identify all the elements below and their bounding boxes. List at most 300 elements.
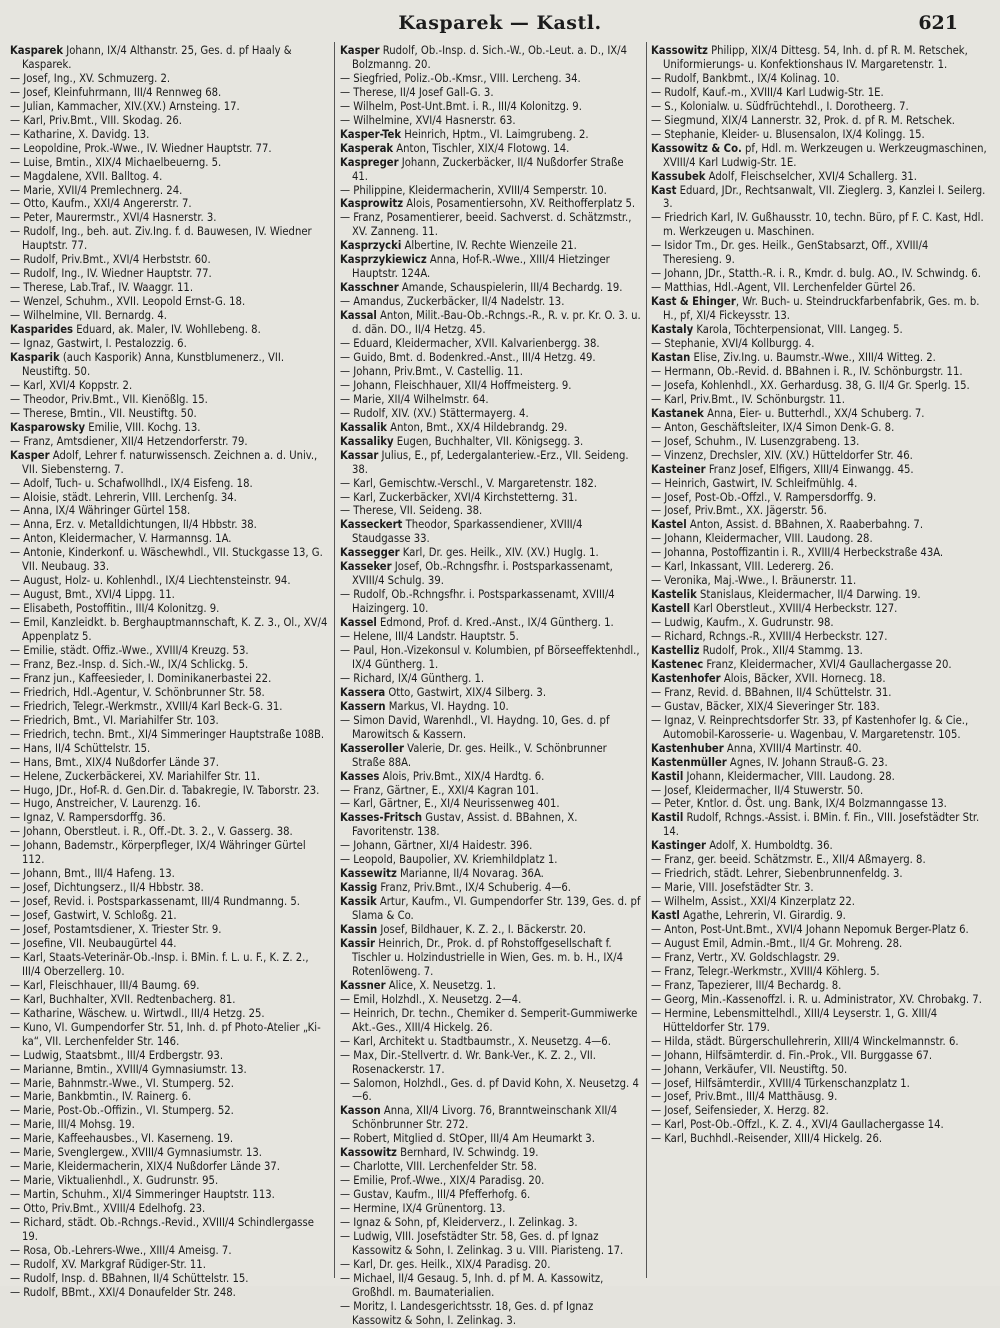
entry-details: — Helene, III/4 Landstr. Hauptstr. 5.	[340, 630, 519, 644]
entry-details: — Hugo, JDr., Hof-R. d. Gen.Dir. d. Tabakregie, IV. Taborstr. 23.	[10, 783, 320, 797]
entry-details: — Anna, IX/4 Währinger Gürtel 158.	[10, 504, 191, 518]
directory-entry	[340, 1216, 642, 1230]
directory-entry	[10, 839, 330, 867]
entry-details: — Ignaz, Gastwirt, I. Pestalozzig. 6.	[10, 337, 187, 351]
entry-details: — Vinzenz, Drechsler, XIV. (XV.) Hütteldorfer Str. 46.	[651, 448, 913, 462]
directory-entry	[10, 477, 330, 491]
entry-details: — Wenzel, Schuhm., XVII. Leopold Ernst-G. 18.	[10, 295, 246, 309]
entry-surname: Kasparowsky	[10, 420, 86, 434]
entry-surname: Kasprzykiewicz	[340, 253, 427, 267]
directory-entry	[340, 44, 642, 72]
entry-surname: Kasparides	[10, 323, 74, 337]
directory-entry	[340, 686, 642, 700]
directory-entry	[340, 1104, 642, 1132]
directory-entry	[10, 1272, 330, 1286]
column-right	[651, 44, 987, 1276]
entry-details: — Karl, Buchhalter, XVII. Redtenbacherg. 81.	[10, 992, 236, 1006]
entry-surname: Kassern	[340, 699, 386, 713]
directory-entry	[340, 1202, 642, 1216]
entry-details: — Emil, Kanzleidkt. b. Berghauptmannschaft, K. Z. 3., Ol., XV/4 Appenplatz 5.	[10, 616, 328, 644]
entry-details: — Friedrich, Bmt., VI. Mariahilfer Str. 103.	[10, 713, 219, 727]
directory-entry	[10, 449, 330, 477]
directory-entry	[651, 770, 987, 784]
entry-surname: Kasparik	[10, 350, 60, 364]
entry-details: — Josef, Schuhm., IV. Lusenzgrabeng. 13.	[651, 434, 860, 448]
entry-details: — Friedrich, techn. Bmt., XI/4 Simmeringer Hauptstraße 108B.	[10, 727, 325, 741]
entry-details: Heinrich, Dr., Prok. d. pf Rohstoffgesellschaft f. Tischler u. Holzindustrielle in Wien, Ges. m. b. H., IX/4 Rotenlöweng. 7.	[352, 937, 623, 978]
entry-surname: Kastell	[651, 602, 691, 616]
directory-entry	[340, 477, 642, 491]
entry-details: — Emil, Holzhdl., X. Neusetzg. 2—4.	[340, 992, 522, 1006]
entry-details: — Charlotte, VIII. Lerchenfelder Str. 58.	[340, 1160, 537, 1174]
entry-surname: Kassar	[340, 448, 379, 462]
entry-details: — Marianne, Bmtin., XVIII/4 Gymnasiumstr. 13.	[10, 1062, 247, 1076]
directory-entry	[10, 1049, 330, 1063]
entry-details: — Friedrich Karl, IV. Gußhausstr. 10, techn. Büro, pf F. C. Kast, Hdl. m. Werkzeugen u. Maschinen.	[651, 211, 984, 239]
directory-entry	[10, 1286, 330, 1300]
entry-details: Edmond, Prof. d. Kred.-Anst., IX/4 Güntherg. 1.	[376, 616, 614, 630]
entry-surname: Kassewitz	[340, 867, 397, 881]
entry-details: — Therese, II/4 Josef Gall-G. 3.	[340, 85, 494, 99]
entry-surname: Kassubek	[651, 169, 706, 183]
entry-details: Bernhard, IV. Schwindg. 19.	[396, 1146, 539, 1160]
entry-surname: Kasseker	[340, 560, 392, 574]
directory-entry	[651, 993, 987, 1007]
entry-details: — Paul, Hon.-Vizekonsul v. Kolumbien, pf Börseeffektenhdl., IX/4 Güntherg. 1.	[340, 643, 640, 671]
directory-entry	[10, 86, 330, 100]
entry-details: — Karl, Post-Ob.-Offzl., K. Z. 4., XVI/4 Gaullachergasse 14.	[651, 1118, 944, 1132]
directory-entry	[10, 1132, 330, 1146]
entry-details: — Ludwig, Kaufm., X. Gudrunstr. 98.	[651, 616, 834, 630]
entry-surname: Kastelik	[651, 588, 697, 602]
directory-entry	[651, 797, 987, 811]
entry-details: — Eduard, Kleidermacher, XVII. Kalvarienbergg. 38.	[340, 337, 600, 351]
directory-entry	[340, 714, 642, 742]
directory-entry	[10, 281, 330, 295]
entry-details: Rudolf, Rchngs.-Assist. i. BMin. f. Fin., VIII. Josefstädter Str. 14.	[663, 811, 980, 839]
directory-entry	[651, 881, 987, 895]
entry-details: — Heinrich, Dr. techn., Chemiker d. Semperit-Gummiwerke Akt.-Ges., XIII/4 Hickelg. 26.	[340, 1006, 638, 1034]
entry-details: Karl, Dr. ges. Heilk., XIV. (XV.) Huglg. 1.	[399, 546, 599, 560]
directory-entry	[340, 839, 642, 853]
directory-entry	[340, 979, 642, 993]
entry-details: — Marie, Kleidermacherin, XIX/4 Nußdorfer Lände 37.	[10, 1160, 281, 1174]
entry-details: — Josef, Post-Ob.-Offzl., V. Rampersdorffg. 9.	[651, 490, 877, 504]
directory-entry	[340, 393, 642, 407]
entry-surname: Kastan	[651, 350, 691, 364]
entry-surname: Kassowitz & Co.	[651, 141, 742, 155]
entry-details: — Leopold, Baupolier, XV. Kriemhildplatz 1.	[340, 853, 558, 867]
entry-details: Adolf, X. Humboldtg. 36.	[706, 839, 833, 853]
directory-entry	[651, 644, 987, 658]
directory-entry	[10, 895, 330, 909]
entry-details: Marianne, II/4 Novarag. 36A.	[396, 867, 544, 881]
entry-details: Franz, Priv.Bmt., IX/4 Schuberig. 4—6.	[377, 881, 571, 895]
entry-details: — Hermann, Ob.-Revid. d. BBahnen i. R., IV. Schönburgstr. 11.	[651, 364, 963, 378]
entry-surname: Kastenmüller	[651, 755, 727, 769]
directory-entry	[340, 518, 642, 546]
directory-entry	[340, 1174, 642, 1188]
directory-entry	[340, 1049, 642, 1077]
directory-entry	[340, 993, 642, 1007]
entry-surname: Kasprzycki	[340, 239, 402, 253]
entry-details: — Ludwig, Staatsbmt., III/4 Erdbergstr. 93.	[10, 1048, 224, 1062]
entry-details: Amande, Schauspielerin, III/4 Bechardg. 19.	[398, 281, 623, 295]
entry-details: — Peter, Kntlor. d. Öst. ung. Bank, IX/4 Bolzmanngasse 13.	[651, 797, 947, 811]
entry-details: Anna, Hof-R.-Wwe., XIII/4 Hietzinger Hauptstr. 124A.	[352, 253, 610, 281]
directory-entry	[651, 100, 987, 114]
directory-entry	[340, 142, 642, 156]
entry-surname: Kastelliz	[651, 643, 700, 657]
entry-details: — Johann, Oberstleut. i. R., Off.-Dt. 3. 2., V. Gasserg. 38.	[10, 825, 293, 839]
directory-entry	[10, 309, 330, 323]
entry-details: Alois, Priv.Bmt., XIX/4 Hardtg. 6.	[379, 769, 545, 783]
directory-entry	[10, 114, 330, 128]
directory-entry	[340, 504, 642, 518]
directory-entry	[10, 672, 330, 686]
entry-details: Markus, VI. Haydng. 10.	[385, 699, 509, 713]
directory-entry	[340, 309, 642, 337]
entry-details: — Hans, Bmt., XIX/4 Nußdorfer Lände 37.	[10, 755, 219, 769]
entry-details: — Richard, Rchngs.-R., XVIII/4 Herbeckstr. 127.	[651, 630, 888, 644]
entry-details: — Hilda, städt. Bürgerschullehrerin, XIII/4 Winckelmannstr. 6.	[651, 1034, 959, 1048]
entry-details: — Therese, Bmtin., VII. Neustiftg. 50.	[10, 406, 197, 420]
entry-details: Heinrich, Hptm., VI. Laimgrubeng. 2.	[401, 127, 589, 141]
entry-details: Artur, Kaufm., VI. Gumpendorfer Str. 139, Ges. d. pf Slama & Co.	[352, 895, 641, 923]
directory-entry	[340, 295, 642, 309]
entry-details: — Gustav, Bäcker, XIX/4 Sieveringer Str. 183.	[651, 699, 880, 713]
directory-entry	[10, 644, 330, 658]
directory-entry	[651, 504, 987, 518]
entry-details: Alice, X. Neusetzg. 1.	[385, 978, 496, 992]
entry-details: Josef, Bildhauer, K. Z. 2., I. Bäckerstr. 20.	[377, 923, 587, 937]
entry-surname: Kasteiner	[651, 462, 706, 476]
entry-details: — August, Bmt., XVI/4 Lippg. 11.	[10, 588, 175, 602]
entry-details: — Josef, Priv.Bmt., XX. Jägerstr. 56.	[651, 504, 827, 518]
directory-entry	[340, 1272, 642, 1300]
directory-entry	[651, 211, 987, 239]
directory-entry	[10, 658, 330, 672]
directory-entry	[10, 797, 330, 811]
entry-details: Stanislaus, Kleidermacher, II/4 Darwing. 19.	[696, 588, 921, 602]
directory-entry	[10, 142, 330, 156]
directory-entry	[651, 421, 987, 435]
entry-surname: Kasson	[340, 1104, 381, 1118]
entry-details: — Wilhelmine, VII. Bernardg. 4.	[10, 309, 168, 323]
entry-details: — Max, Dir.-Stellvertr. d. Wr. Bank-Ver., K. Z. 2., VII. Rosenackerstr. 17.	[340, 1048, 596, 1076]
directory-entry	[10, 1063, 330, 1077]
entry-details: — Franz jun., Kaffeesieder, I. Dominikanerbastei 22.	[10, 671, 272, 685]
directory-entry	[10, 742, 330, 756]
entry-details: — Friedrich, städt. Lehrer, Siebenbrunnenfeldg. 3.	[651, 867, 903, 881]
entry-details: — Salomon, Holzhdl., Ges. d. pf David Kohn, X. Neusetzg. 4—6.	[340, 1076, 639, 1104]
entry-details: — Aloisie, städt. Lehrerin, VIII. Lerchenſg. 34.	[10, 490, 237, 504]
directory-entry	[340, 1188, 642, 1202]
entry-details: Julius, E., pf, Ledergalanteriew.-Erz., VII. Seideng. 38.	[352, 448, 629, 476]
directory-entry	[651, 965, 987, 979]
entry-details: — Karl, Buchhdl.-Reisender, XIII/4 Hickelg. 26.	[651, 1132, 883, 1146]
entry-details: Elise, Ziv.Ing. u. Baumstr.-Wwe., XIII/4 Witteg. 2.	[690, 350, 936, 364]
entry-details: — Richard, städt. Ob.-Rchngs.-Revid., XVIII/4 Schindlergasse 19.	[10, 1216, 314, 1244]
entry-details: — Franz, Bez.-Insp. d. Sich.-W., IX/4 Schlickg. 5.	[10, 657, 249, 671]
entry-details: — Heinrich, Gastwirt, IV. Schleifmühlg. 4.	[651, 476, 858, 490]
directory-entry	[651, 602, 987, 616]
directory-entry	[340, 672, 642, 686]
directory-entry	[10, 728, 330, 742]
entry-details: — Karl, XVI/4 Koppstr. 2.	[10, 378, 133, 392]
directory-entry	[651, 170, 987, 184]
directory-entry	[10, 184, 330, 198]
directory-entry	[651, 937, 987, 951]
entry-details: — Kuno, VI. Gumpendorfer Str. 51, Inh. d. pf Photo-Atelier „Ki-ka“, VII. Lerchenfelder Str. 146.	[10, 1020, 321, 1048]
directory-entry	[651, 1118, 987, 1132]
directory-entry	[340, 1230, 642, 1258]
directory-entry	[340, 644, 642, 672]
entry-details: — Johann, Fleischhauer, XII/4 Hoffmeisterg. 9.	[340, 378, 572, 392]
directory-entry	[10, 700, 330, 714]
entry-details: — Johann, Bademstr., Körperpfleger, IX/4 Währinger Gürtel 112.	[10, 839, 306, 867]
entry-details: , Wr. Buch- u. Steindruckfarbenfabrik, Ges. m. b. H., pf, XI/4 Fickeysstr. 13.	[663, 295, 980, 323]
directory-entry	[651, 463, 987, 477]
entry-details: Emilie, VIII. Kochg. 13.	[85, 420, 201, 434]
directory-entry	[340, 895, 642, 923]
entry-details: — Friedrich, Hdl.-Agentur, V. Schönbrunner Str. 58.	[10, 685, 265, 699]
entry-surname: Kasschner	[340, 281, 399, 295]
entry-details: Alois, Bäcker, XVII. Hornecg. 18.	[720, 671, 886, 685]
directory-entry	[340, 546, 642, 560]
entry-surname: Kassalik	[340, 420, 387, 434]
directory-entry	[651, 756, 987, 770]
entry-surname: Kassowitz	[340, 1146, 397, 1160]
directory-entry	[10, 1174, 330, 1188]
directory-entry	[651, 923, 987, 937]
entry-surname: Kassin	[340, 923, 378, 937]
entry-details: Anna, XII/4 Livorg. 76, Branntweinschank XII/4 Schönbrunner Str. 272.	[352, 1104, 618, 1132]
entry-surname: Kastil	[651, 811, 684, 825]
entry-surname: Kastinger	[651, 839, 707, 853]
entry-surname: Kassegger	[340, 546, 400, 560]
entry-details: — Siegmund, XIX/4 Lannerstr. 32, Prok. d. pf R. M. Retschek.	[651, 113, 955, 127]
directory-entry	[651, 267, 987, 281]
entry-details: Rudolf, Ob.-Insp. d. Sich.-W., Ob.-Leut. a. D., IX/4 Bolzmanng. 20.	[352, 44, 627, 71]
entry-details: — Marie, III/4 Mohsg. 19.	[10, 1118, 135, 1132]
directory-entry	[10, 323, 330, 337]
entry-details: — Marie, XVII/4 Premlechnerg. 24.	[10, 183, 183, 197]
directory-entry	[340, 1132, 642, 1146]
entry-details: Anna, XVIII/4 Martinstr. 40.	[723, 741, 862, 755]
entry-details: — Johann, Verkäufer, VII. Neustiftg. 50.	[651, 1062, 848, 1076]
entry-details: — Marie, XII/4 Wilhelmstr. 64.	[340, 392, 489, 406]
directory-entry	[10, 295, 330, 309]
directory-entry	[651, 142, 987, 170]
entry-details: — Magdalene, XVII. Balltog. 4.	[10, 169, 163, 183]
directory-entry	[651, 909, 987, 923]
directory-entry	[10, 811, 330, 825]
entry-details: Johann, Zuckerbäcker, II/4 Nußdorfer Straße 41.	[352, 155, 624, 183]
directory-entry	[651, 546, 987, 560]
entry-details: — Gustav, Kaufm., III/4 Pfefferhofg. 6.	[340, 1188, 531, 1202]
directory-entry	[340, 197, 642, 211]
entry-details: — Marie, Bahnmstr.-Wwe., VI. Stumperg. 52.	[10, 1076, 234, 1090]
entry-details: Anton, Milit.-Bau-Ob.-Rchngs.-R., R. v. pr. Kr. O. 3. u. d. dän. DO., II/4 Hetzg. 45.	[352, 309, 641, 337]
directory-entry	[651, 714, 987, 742]
directory-entry	[651, 518, 987, 532]
directory-entry	[340, 560, 642, 588]
directory-entry	[10, 253, 330, 267]
directory-entry	[340, 435, 642, 449]
entry-details: — Peter, Maurermstr., XVI/4 Hasnerstr. 3.	[10, 211, 217, 225]
directory-entry	[10, 881, 330, 895]
entry-surname: Kassik	[340, 895, 377, 909]
page-title: Kasparek — Kastl.	[398, 12, 602, 34]
entry-details: — S., Kolonialw. u. Südfrüchtehdl., I. Dorotheerg. 7.	[651, 99, 909, 113]
directory-entry	[10, 1258, 330, 1272]
directory-entry	[10, 546, 330, 574]
directory-entry	[10, 1160, 330, 1174]
column-divider	[646, 42, 647, 1278]
entry-details: — Karl, Architekt u. Stadtbaumstr., X. Neusetzg. 4—6.	[340, 1034, 611, 1048]
entry-details: — Marie, Viktualienhdl., X. Gudrunstr. 95.	[10, 1174, 219, 1188]
entry-details: — Franz, ger. beeid. Schätzmstr. E., XII/4 Aßmayerg. 8.	[651, 853, 926, 867]
entry-details: — Wilhelm, Assist., XXI/4 Kinzerplatz 22.	[651, 895, 855, 909]
directory-entry	[10, 128, 330, 142]
entry-surname: Kaspreger	[340, 155, 399, 169]
page-number: 621	[918, 12, 958, 34]
directory-entry	[10, 714, 330, 728]
entry-details: — Isidor Tm., Dr. ges. Heilk., GenStabsarzt, Off., XVIII/4 Theresieng. 9.	[651, 239, 929, 267]
directory-entry	[10, 1244, 330, 1258]
entry-details: — Moritz, I. Landesgerichtsstr. 18, Ges. d. pf Ignaz Kassowitz & Sohn, I. Zelinkag. 3.	[340, 1299, 594, 1327]
entry-details: — Josefine, VII. Neubaugürtel 44.	[10, 937, 177, 950]
entry-details: — Robert, Mitglied d. StOper, III/4 Am Heumarkt 3.	[340, 1132, 595, 1146]
entry-details: — Franz, Vertr., XV. Goldschlagstr. 29.	[651, 950, 840, 964]
directory-entry	[340, 72, 642, 86]
entry-surname: Kastel	[651, 518, 687, 532]
directory-entry	[651, 1132, 987, 1146]
entry-details: — August Emil, Admin.-Bmt., II/4 Gr. Mohreng. 28.	[651, 937, 903, 950]
directory-entry	[10, 1118, 330, 1132]
entry-surname: Kastenec	[651, 657, 704, 671]
entry-details: — Rosa, Ob.-Lehrers-Wwe., XIII/4 Ameisg. 7.	[10, 1243, 232, 1257]
entry-details: — Rudolf, Bankbmt., IX/4 Kolinag. 10.	[651, 71, 840, 85]
directory-entry	[10, 156, 330, 170]
entry-details: — Franz, Posamentierer, beeid. Sachverst. d. Schätzmstr., XV. Zanneng. 11.	[340, 211, 632, 239]
directory-entry	[340, 742, 642, 770]
directory-entry	[340, 156, 642, 184]
directory-entry	[651, 114, 987, 128]
directory-entry	[340, 867, 642, 881]
entry-details: — Karl, Gärtner, E., XI/4 Neurissenweg 401.	[340, 797, 560, 811]
entry-details: — Karl, Gemischtw.-Verschl., V. Margaretenstr. 182.	[340, 476, 597, 490]
directory-entry	[10, 267, 330, 281]
entry-details: — Karl, Priv.Bmt., IV. Schönburgstr. 11.	[651, 392, 845, 406]
directory-entry	[10, 1021, 330, 1049]
entry-details: — Hans, II/4 Schüttelstr. 15.	[10, 741, 151, 755]
entry-details: — Rudolf, XIV. (XV.) Stättermayerg. 4.	[340, 406, 529, 420]
directory-entry	[340, 337, 642, 351]
entry-details: Karola, Töchterpensionat, VIII. Langeg. 5.	[693, 323, 903, 337]
entry-details: pf, Hdl. m. Werkzeugen u. Werkzeugmaschinen, XVIII/4 Karl Ludwig-Str. 1E.	[663, 141, 987, 169]
entry-details: — Matthias, Hdl.-Agent, VII. Lerchenfelder Gürtel 26.	[651, 281, 916, 295]
directory-entry	[10, 1090, 330, 1104]
column-left	[10, 44, 330, 1299]
directory-entry	[10, 532, 330, 546]
entry-details: — Rudolf, Insp. d. BBahnen, II/4 Schüttelstr. 15.	[10, 1271, 249, 1285]
directory-entry	[651, 951, 987, 965]
entry-details: — Hermine, Lebensmittelhdl., XIII/4 Leyserstr. 1, G. XIII/4 Hütteldorfer Str. 179.	[651, 1006, 938, 1034]
entry-details: — Hugo, Anstreicher, V. Laurenzg. 16.	[10, 797, 201, 811]
entry-details: — Karl, Inkassant, VIII. Ledererg. 26.	[651, 560, 834, 574]
directory-entry	[651, 588, 987, 602]
entry-details: — Karl, Zuckerbäcker, XVI/4 Kirchstetterng. 31.	[340, 490, 578, 504]
entry-details: — Simon David, Warenhdl., VI. Haydng. 10, Ges. d. pf Marowitsch & Kassern.	[340, 713, 610, 741]
entry-details: — Georg, Min.-Kassenoffzl. i. R. u. Administrator, XV. Chrobakg. 7.	[651, 992, 982, 1006]
directory-entry	[340, 86, 642, 100]
directory-entry	[10, 211, 330, 225]
directory-entry	[651, 239, 987, 267]
directory-entry	[651, 351, 987, 365]
entry-details: Anna, Eier- u. Butterhdl., XX/4 Schuberg. 7.	[703, 406, 925, 420]
directory-entry	[340, 184, 642, 198]
entry-details: — Leopoldine, Prok.-Wwe., IV. Wiedner Hauptstr. 77.	[10, 141, 272, 155]
directory-entry	[651, 379, 987, 393]
entry-details: — Katharine, X. Davidg. 13.	[10, 127, 150, 141]
entry-details: — Martin, Schuhm., XI/4 Simmeringer Hauptstr. 113.	[10, 1188, 275, 1202]
directory-entry	[651, 1104, 987, 1118]
directory-entry	[340, 1077, 642, 1105]
directory-entry	[340, 881, 642, 895]
entry-details: — Marie, Bankbmtin., IV. Rainerg. 6.	[10, 1090, 192, 1104]
entry-surname: Kasper-Tek	[340, 127, 402, 141]
entry-details: Eugen, Buchhalter, VII. Königsegg. 3.	[393, 434, 584, 448]
entry-surname: Kastanek	[651, 406, 704, 420]
entry-details: Johann, IX/4 Althanstr. 25, Ges. d. pf Haaly & Kasparek.	[22, 44, 292, 71]
directory-entry	[340, 449, 642, 477]
entry-surname: Kassowitz	[651, 44, 708, 57]
directory-entry	[10, 909, 330, 923]
directory-entry	[340, 421, 642, 435]
entry-details: — Marie, Kaffeehausbes., VI. Kaserneng. 19.	[10, 1132, 234, 1146]
directory-entry	[10, 504, 330, 518]
entry-details: — Emilie, Prof.-Wwe., XIX/4 Paradisg. 20.	[340, 1174, 545, 1188]
entry-details: — Johann, JDr., Statth.-R. i. R., Kmdr. d. bulg. AO., IV. Schwindg. 6.	[651, 267, 981, 281]
directory-entry	[340, 351, 642, 365]
entry-details: — Richard, IX/4 Güntherg. 1.	[340, 671, 485, 685]
directory-entry	[651, 1035, 987, 1049]
directory-entry	[10, 44, 330, 72]
entry-details: Adolf, Fleischselcher, XVI/4 Schallerg. 31.	[705, 169, 917, 183]
entry-details: Philipp, XIX/4 Dittesg. 54, Inh. d. pf R. M. Retschek, Uniformierungs- u. Konfektionshaus IV. Margaretenstr. 1.	[663, 44, 968, 71]
directory-entry	[651, 1049, 987, 1063]
entry-details: — Josef, Hilfsämterdir., XVIII/4 Türkenschanzplatz 1.	[651, 1076, 910, 1090]
entry-details: Theodor, Sparkassendiener, XVIII/4 Staudgasse 33.	[352, 518, 583, 546]
directory-entry	[651, 895, 987, 909]
directory-entry	[10, 1007, 330, 1021]
entry-surname: Kassir	[340, 937, 375, 950]
entry-details: Franz, Kleidermacher, XVI/4 Gaullachergasse 20.	[703, 657, 952, 671]
directory-entry	[651, 1090, 987, 1104]
directory-entry	[340, 923, 642, 937]
entry-surname: Kasprowitz	[340, 197, 404, 211]
directory-entry	[10, 867, 330, 881]
entry-details: (auch Kasporik) Anna, Kunstblumenerz., VII. Neustiftg. 50.	[22, 350, 285, 378]
entry-details: Eduard, ak. Maler, IV. Wohllebeng. 8.	[73, 323, 261, 337]
directory-entry	[10, 435, 330, 449]
directory-entry	[10, 1202, 330, 1216]
entry-details: — Hermine, IX/4 Grünentorg. 13.	[340, 1202, 506, 1216]
entry-surname: Kastenhuber	[651, 741, 724, 755]
directory-entry	[340, 407, 642, 421]
